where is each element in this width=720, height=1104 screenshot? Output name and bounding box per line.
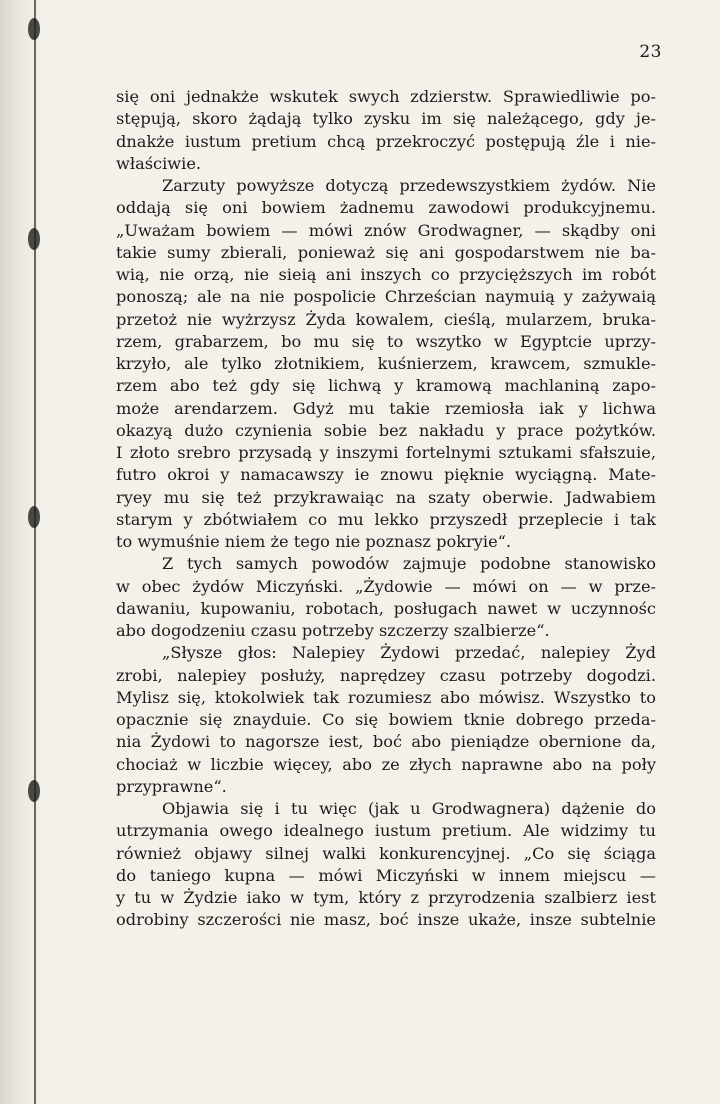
binding-edge-line	[34, 0, 36, 1104]
text-line: do taniego kupna — mówi Miczyński w innem miejscu —	[116, 865, 656, 885]
text-line: zrobi, nalepiey posłuży, naprędzey czasu potrzeby dogodzi.	[116, 665, 656, 685]
text-line: „Uważam bowiem — mówi znów Grodwagner, — skądby oni	[116, 220, 656, 240]
text-line: ponoszą; ale na nie pospolicie Chrześcian naymuią y zażywaią	[116, 287, 656, 307]
binding-stitch-mark	[28, 506, 40, 528]
text-line: rzem, grabarzem, bo mu się to wszytko w Egyptcie uprzy-	[116, 331, 656, 351]
binding-stitch-mark	[28, 780, 40, 802]
text-line: takie sumy zbierali, ponieważ się ani gospodarstwem nie ba-	[116, 242, 656, 262]
text-line: Mylisz się, ktokolwiek tak rozumiesz abo mówisz. Wszystko to	[116, 687, 656, 707]
binding-shadow	[0, 0, 46, 1104]
text-line: to wymuśnie niem że tego nie poznasz pokryie“.	[116, 532, 512, 551]
text-line: I złoto srebro przysadą y inszymi fortelnymi sztukami sfałszuie,	[116, 443, 656, 462]
binding-stitch-mark	[28, 18, 40, 40]
text-line: futro okroi y namacawszy ie znowu pięknie wyciągną. Mate-	[116, 465, 656, 485]
text-line: przyprawne“.	[116, 776, 227, 796]
text-line: właściwie.	[116, 153, 202, 173]
text-line: okazyą dużo czynienia sobie bez nakładu y prace pożytków.	[116, 420, 656, 440]
text-line: Z tych samych powodów zajmuje podobne stanowisko	[162, 554, 656, 574]
text-line: ryey mu się też przykrawaiąc na szaty oberwie. Jadwabiem	[116, 487, 656, 507]
text-line: nia Żydowi to nagorsze iest, boć abo pieniądze obernione da,	[116, 732, 656, 752]
text-line: krzyło, ale tylko złotnikiem, kuśnierzem, krawcem, szmukle-	[116, 354, 656, 373]
body-text	[116, 86, 656, 932]
text-line: wią, nie orzą, nie sieią ani inszych co przycięższych im robót	[116, 265, 656, 284]
text-line: rzem abo też gdy się lichwą y kramową machlaniną zapo-	[116, 376, 656, 396]
text-line: oddają się oni bowiem żadnemu zawodowi produkcyjnemu.	[116, 198, 656, 218]
text-line: „Słysze głos: Nalepiey Żydowi przedać, nalepiey Żyd	[162, 643, 656, 663]
text-line: przetoż nie wyżrzysz Żyda kowalem, cieślą, mularzem, bruka-	[116, 309, 656, 329]
text-line: y tu w Żydzie iako w tym, który z przyrodzenia szalbierz iest	[116, 888, 656, 907]
text-line: abo dogodzeniu czasu potrzeby szczerzy szalbierze“.	[116, 621, 550, 640]
text-line: również objawy silnej walki konkurencyjnej. „Co się ściąga	[116, 843, 656, 863]
text-line: może arendarzem. Gdyż mu takie rzemiosła iak y lichwa	[116, 398, 656, 418]
text-line: odrobiny szczerości nie masz, boć insze ukaże, insze subtelnie	[116, 910, 656, 930]
text-line: dawaniu, kupowaniu, robotach, posługach nawet w uczynnośc	[116, 598, 656, 618]
page-number: 23	[639, 42, 662, 62]
text-line: się oni jednakże wskutek swych zdzierstw. Sprawiedliwie po-	[116, 87, 656, 106]
text-line: Objawia się i tu więc (jak u Grodwagnera) dążenie do	[162, 799, 656, 818]
text-line: Zarzuty powyższe dotyczą przedewszystkiem żydów. Nie	[162, 176, 656, 195]
text-line: stępują, skoro żądają tylko zysku im się należącego, gdy je-	[116, 109, 656, 129]
text-line: chociaż w liczbie więcey, abo ze złych naprawne abo na poły	[116, 754, 656, 774]
binding-stitch-mark	[28, 228, 40, 250]
text-line: starym y zbótwiałem co mu lekko przyszedł przeplecie i tak	[116, 509, 656, 529]
text-line: utrzymania owego idealnego iustum pretium. Ale widzimy tu	[116, 821, 656, 841]
text-line: dnakże iustum pretium chcą przekroczyć postępują źle i nie-	[116, 131, 656, 151]
text-line: opacznie się znayduie. Co się bowiem tknie dobrego przeda-	[116, 710, 656, 729]
text-line: w obec żydów Miczyński. „Żydowie — mówi on — w prze-	[116, 576, 656, 596]
